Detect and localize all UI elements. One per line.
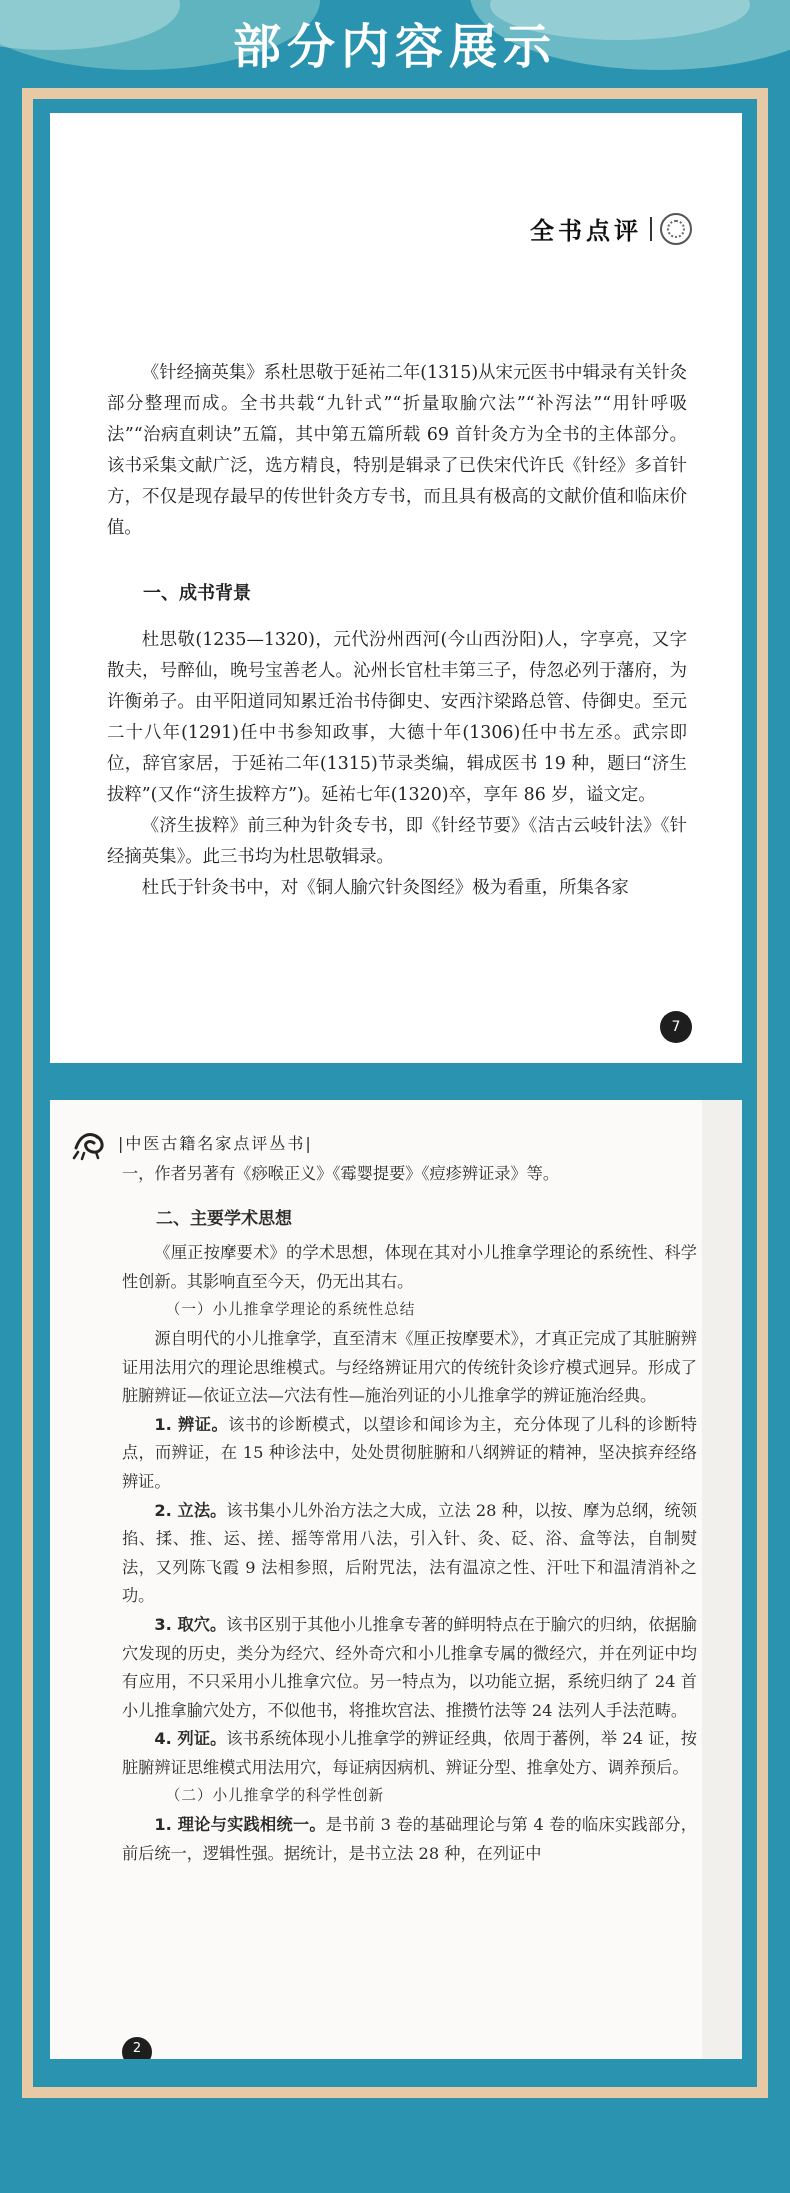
list-item [122, 1725, 697, 1782]
list-item [122, 1497, 697, 1611]
header-divider [650, 217, 652, 241]
list-item-label: 4. 列证。 [154, 1729, 227, 1749]
list-item [122, 1611, 697, 1725]
list-item-label: 1. 辨证。 [154, 1414, 229, 1434]
list-item-label: 3. 取穴。 [154, 1614, 227, 1634]
page-shadow [702, 1100, 742, 2059]
page-number: 2 [122, 2037, 152, 2059]
list-item-text: 该书集小儿外治方法之大成，立法 28 种，以按、摩为总纲，统领掐、揉、推、运、搓、摇等常用八法，引入针、灸、砭、浴、盒等法，自制熨法，又列陈飞霞 9 法相参照，后附咒法，法有温凉之性、汗吐下和温清消补之功。 [122, 1500, 697, 1606]
list-item-text: 该书系统体现小儿推拿学的辨证经典，依周于蕃例，举 24 证，按脏腑辨证思维模式用法用穴，每证病因病机、辨证分型、推拿处方、调养预后。 [122, 1729, 697, 1777]
list-item-text: 是书前 3 卷的基础理论与第 4 卷的临床实践部分，前后统一，逻辑性强。据统计，是书立法 28 种，在列证中 [122, 1815, 697, 1863]
page-separator [50, 1063, 742, 1100]
banner-title: 部分内容展示 [232, 19, 557, 75]
series-title: |中医古籍名家点评丛书| [118, 1133, 313, 1153]
page-number: 7 [660, 1011, 692, 1043]
section-heading: 二、主要学术思想 [156, 1208, 292, 1229]
list-item-text: 该书区别于其他小儿推拿专著的鲜明特点在于腧穴的归纳，依据腧穴发现的历史，类分为经穴、经外奇穴和小儿推拿专属的微经穴，并在列证中均有应用，不只采用小儿推拿穴位。另一特点为，以功能立据，系统归纳了 24 首小儿推拿腧穴处方，不似他书，将推坎宫法、推攒竹法等 24 法列人手法范畴。 [122, 1614, 697, 1720]
body-paragraph: 杜氏于针灸书中，对《铜人腧穴针灸图经》极为看重，所集各家 [141, 878, 629, 898]
page-header [530, 211, 692, 246]
page-header [70, 1122, 313, 1162]
book-page-2 [50, 1100, 742, 2059]
page2-body [122, 1160, 697, 1868]
list-item-label: 2. 立法。 [154, 1500, 227, 1520]
seal-icon [660, 213, 692, 245]
section-heading: 一、成书背景 [143, 583, 251, 604]
page1-body [107, 358, 687, 904]
subsection-heading: （二）小儿推拿学的科学性创新 [165, 1787, 385, 1805]
dragon-logo-icon [70, 1122, 110, 1162]
book-page-1 [50, 113, 742, 1063]
list-item-text: 该书的诊断模式，以望诊和闻诊为主，充分体现了儿科的诊断特点，而辨证，在 15 种诊法中，处处贯彻脏腑和八纲辨证的精神，坚决摈弃经络辨证。 [122, 1414, 697, 1491]
subsection-heading: （一）小儿推拿学理论的系统性总结 [165, 1301, 416, 1319]
body-paragraph: 《厘正按摩要术》的学术思想，体现在其对小儿推拿学理论的系统性、科学性创新。其影响直至今天，仍无出其右。 [122, 1243, 697, 1291]
intro-paragraph: 《针经摘英集》系杜思敬于延祐二年(1315)从宋元医书中辑录有关针灸部分整理而成。全书共载“九针式”“折量取腧穴法”“补泻法”“用针呼吸法”“治病直刺诀”五篇，其中第五篇所载 69 首针灸方为全书的主体部分。该书采集文献广泛，选方精良，特别是辑录了已佚宋代许氏《针经》多首针方，不仅是现存最早的传世针灸方专书，而且具有极高的文献价值和临床价值。 [107, 363, 687, 538]
list-item-label: 1. 理论与实践相统一。 [154, 1815, 326, 1835]
body-paragraph: 源自明代的小儿推拿学，直至清末《厘正按摩要术》，才真正完成了其脏腑辨证用法用穴的理论思维模式。与经络辨证用穴的传统针灸诊疗模式迥异。形成了脏腑辨证—依证立法—穴法有性—施治列证的小儿推拿学的辨证施治经典。 [122, 1328, 697, 1406]
body-line: 一，作者另著有《痧喉正义》《霉婴提要》《痘疹辨证录》等。 [122, 1164, 560, 1183]
body-paragraph: 杜思敬(1235—1320)，元代汾州西河(今山西汾阳)人，字享亮，又字散夫，号醉仙，晚号宝善老人。沁州长官杜丰第三子，侍忽必列于藩府，为许衡弟子。由平阳道同知累迁治书侍御史、安西汴梁路总管、侍御史。至元二十八年(1291)任中书参知政事，大德十年(1306)任中书左丞。武宗即位，辞官家居，于延祐二年(1315)节录类编，辑成医书 19 种，题曰“济生拔粹”(又作“济生拔粹方”)。延祐七年(1320)卒，享年 86 岁，谥文定。 [107, 630, 687, 805]
list-item [122, 1411, 697, 1497]
list-item [122, 1811, 697, 1868]
page-header-title: 全书点评 [530, 217, 642, 245]
body-paragraph: 《济生拔粹》前三种为针灸专书，即《针经节要》《洁古云岐针法》《针经摘英集》。此三书均为杜思敬辑录。 [107, 816, 687, 867]
